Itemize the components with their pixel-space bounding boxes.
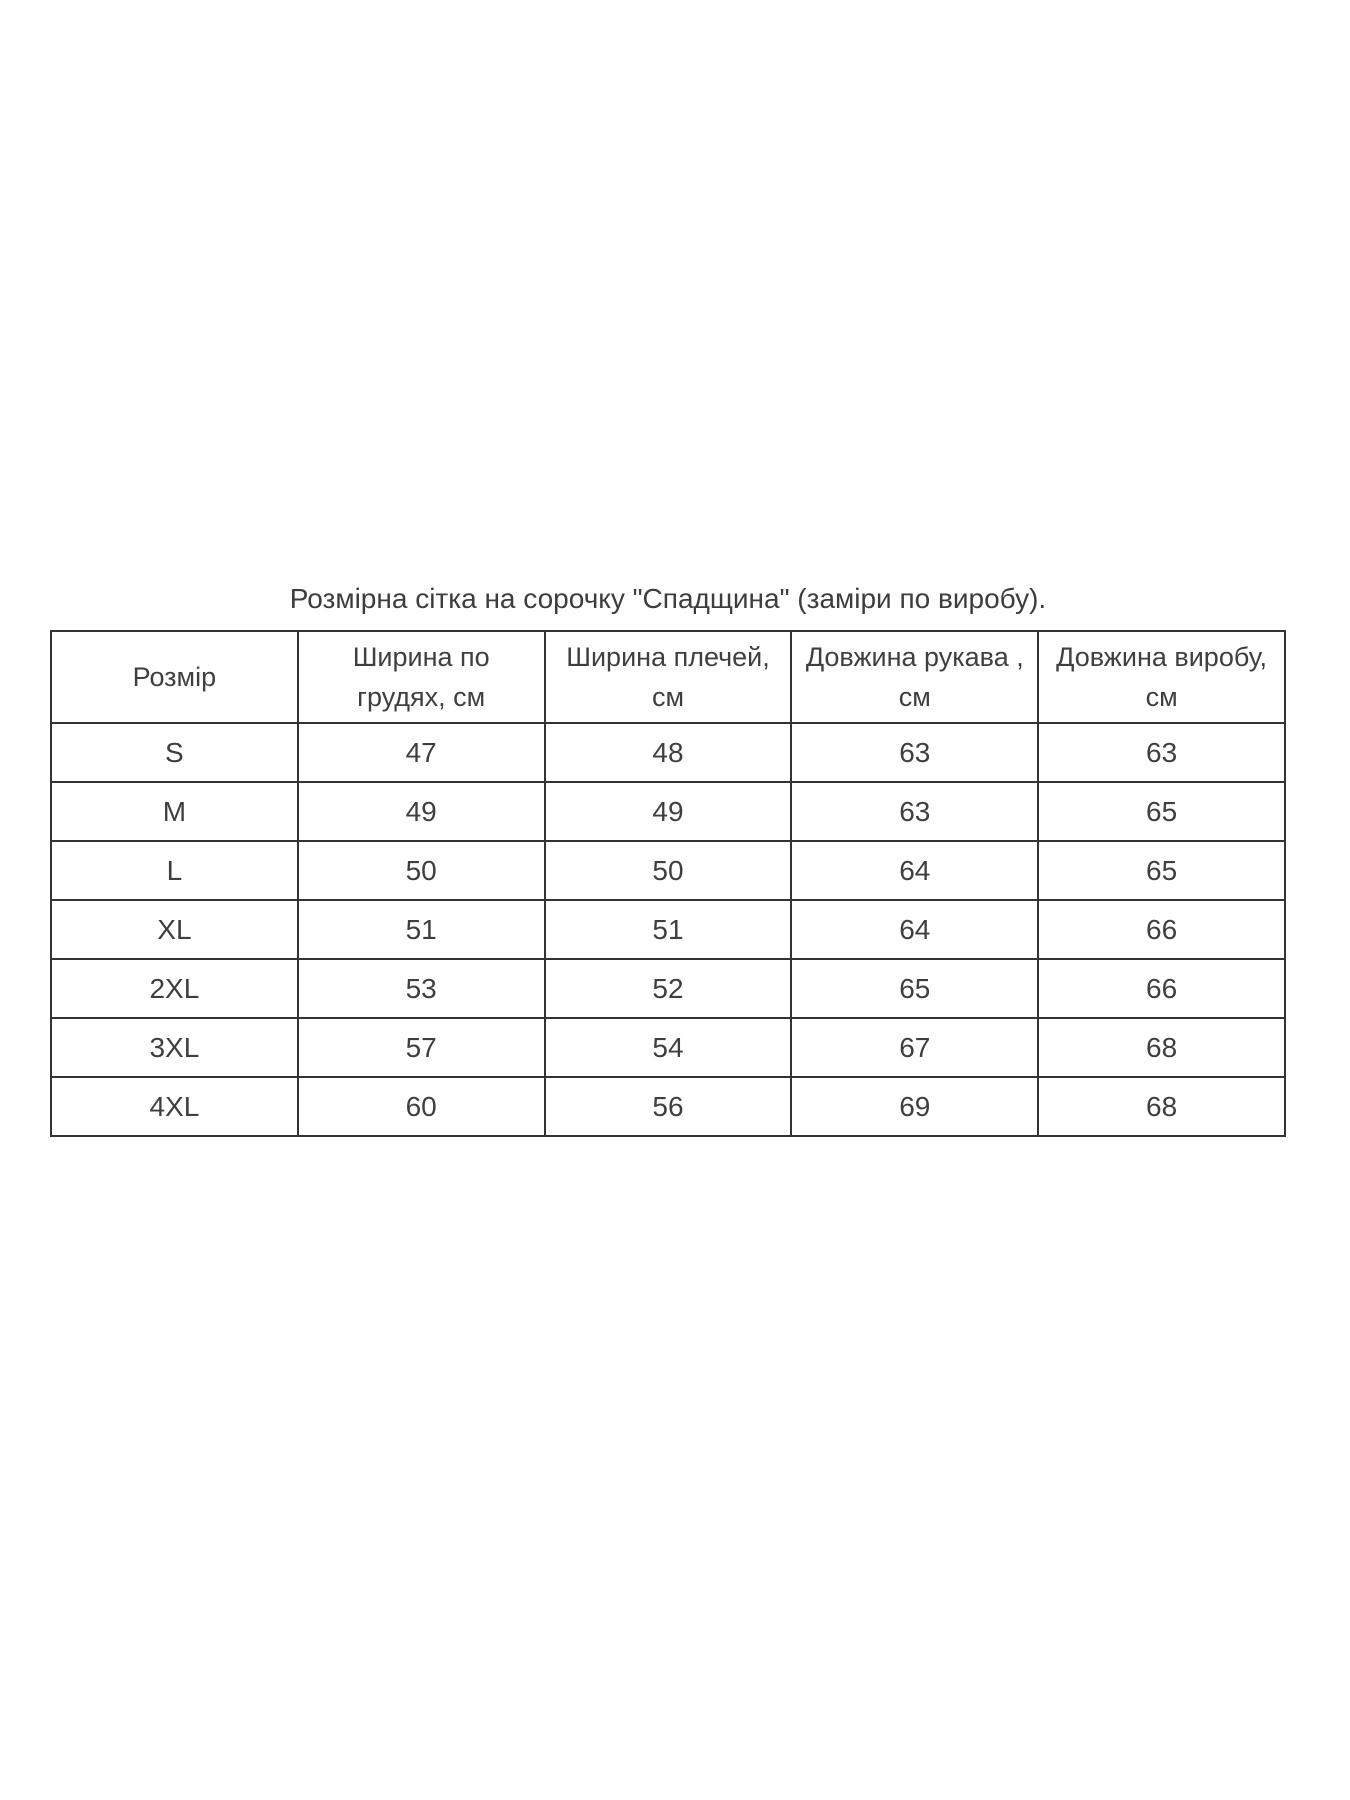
- table-row: [51, 1018, 1285, 1077]
- measurement-cell: 69: [791, 1077, 1038, 1136]
- measurement-cell: 65: [1038, 782, 1285, 841]
- measurement-cell: 65: [791, 959, 1038, 1018]
- measurement-cell: 54: [545, 1018, 792, 1077]
- size-label-cell: S: [51, 723, 298, 782]
- measurement-cell: 50: [545, 841, 792, 900]
- measurement-cell: 50: [298, 841, 545, 900]
- column-header-line: Розмір: [132, 662, 217, 692]
- table-row: [51, 900, 1285, 959]
- measurement-cell: 52: [545, 959, 792, 1018]
- measurement-cell: 51: [298, 900, 545, 959]
- size-table: [50, 630, 1286, 1137]
- column-header: [298, 631, 545, 723]
- measurement-cell: 66: [1038, 900, 1285, 959]
- measurement-cell: 48: [545, 723, 792, 782]
- measurement-cell: 49: [298, 782, 545, 841]
- column-header-line: см: [651, 682, 685, 712]
- size-label-cell: L: [51, 841, 298, 900]
- column-header: [545, 631, 792, 723]
- column-header-line: грудях, см: [357, 682, 486, 712]
- measurement-cell: 56: [545, 1077, 792, 1136]
- measurement-cell: 66: [1038, 959, 1285, 1018]
- size-label-cell: 2XL: [51, 959, 298, 1018]
- column-header-line: Довжина виробу,: [1056, 642, 1268, 672]
- column-header-line: Ширина плечей,: [566, 642, 770, 672]
- measurement-cell: 68: [1038, 1077, 1285, 1136]
- column-header-line: см: [898, 682, 931, 712]
- size-label-cell: XL: [51, 900, 298, 959]
- table-row: [51, 723, 1285, 782]
- column-header-line: Довжина рукава ,: [805, 642, 1024, 672]
- size-table-body: [51, 723, 1285, 1136]
- column-header-line: см: [1145, 682, 1178, 712]
- measurement-cell: 53: [298, 959, 545, 1018]
- measurement-cell: 60: [298, 1077, 545, 1136]
- measurement-cell: 65: [1038, 841, 1285, 900]
- column-header-line: Ширина по: [352, 642, 490, 672]
- measurement-cell: 63: [791, 723, 1038, 782]
- measurement-cell: 64: [791, 841, 1038, 900]
- measurement-cell: 47: [298, 723, 545, 782]
- column-header: [1038, 631, 1285, 723]
- measurement-cell: 51: [545, 900, 792, 959]
- column-header: [791, 631, 1038, 723]
- measurement-cell: 67: [791, 1018, 1038, 1077]
- column-header: [51, 631, 298, 723]
- table-row: [51, 959, 1285, 1018]
- table-row: [51, 782, 1285, 841]
- size-label-cell: 3XL: [51, 1018, 298, 1077]
- table-row: [51, 841, 1285, 900]
- measurement-cell: 63: [1038, 723, 1285, 782]
- size-label-cell: M: [51, 782, 298, 841]
- table-row: [51, 1077, 1285, 1136]
- header-row: [51, 631, 1285, 723]
- measurement-cell: 49: [545, 782, 792, 841]
- measurement-cell: 64: [791, 900, 1038, 959]
- measurement-cell: 68: [1038, 1018, 1285, 1077]
- size-table-header: [51, 631, 1285, 723]
- page-title: Розмірна сітка на сорочку "Спадщина" (заміри по виробу).: [289, 583, 1047, 614]
- size-label-cell: 4XL: [51, 1077, 298, 1136]
- measurement-cell: 57: [298, 1018, 545, 1077]
- measurement-cell: 63: [791, 782, 1038, 841]
